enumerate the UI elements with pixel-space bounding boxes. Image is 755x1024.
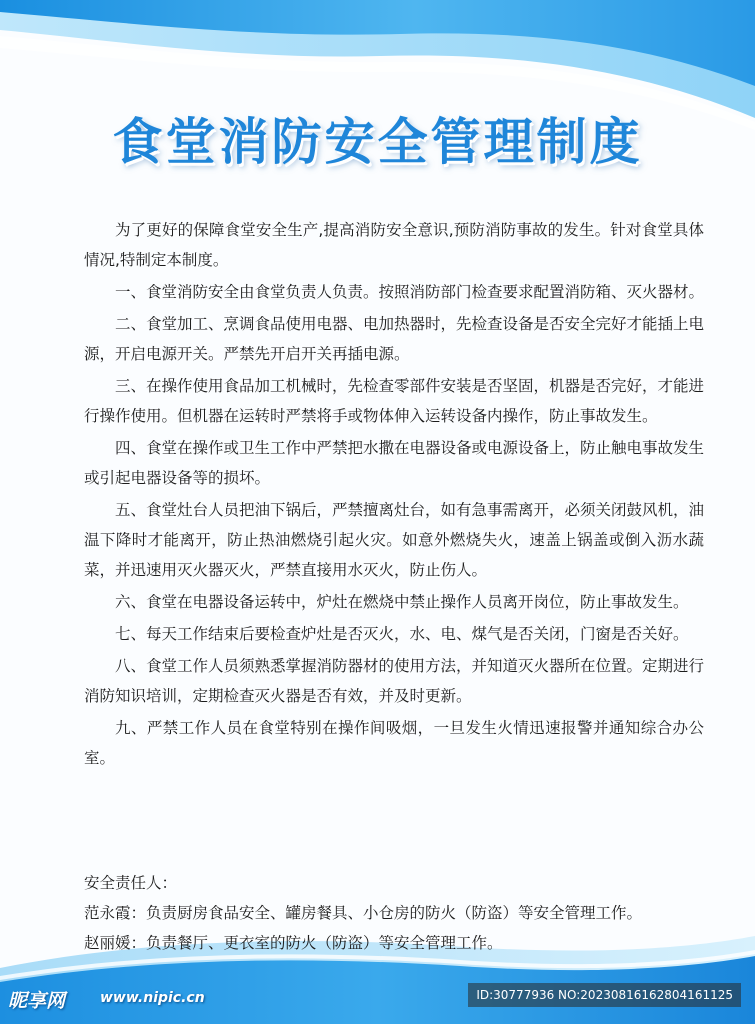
intro-paragraph: 为了更好的保障食堂安全生产,提高消防安全意识,预防消防事故的发生。针对食堂具体情况,特制定本制度。 [84, 221, 704, 269]
rule-5: 五、食堂灶台人员把油下锅后，严禁擅离灶台，如有急事需离开，必须关闭鼓风机，油温下降时才能离开，防止热油燃烧引起火灾。如意外燃烧失火，速盖上锅盖或倒入沥水蔬菜，并迅速用灭火器灭火，严禁直接用水灭火，防止伤人。 [84, 501, 705, 579]
rule-1: 一、食堂消防安全由食堂负责人负责。按照消防部门检查要求配置消防箱、灭火器材。 [115, 283, 705, 301]
poster-title: 食堂消防安全管理制度 [112, 113, 643, 171]
responsibility-line-2: 赵丽媛：负责餐厅、更衣室的防火（防盗）等安全管理工作。 [84, 934, 503, 952]
watermark-id: ID:30777936 NO:20230816162804161125 [468, 983, 741, 1007]
rule-8: 八、食堂工作人员须熟悉掌握消防器材的使用方法，并知道灭火器所在位置。定期进行消防知识培训，定期检查灭火器是否有效，并及时更新。 [84, 657, 705, 705]
rule-4: 四、食堂在操作或卫生工作中严禁把水撒在电器设备或电源设备上，防止触电事故发生或引起电器设备等的损坏。 [84, 439, 705, 487]
rule-2: 二、食堂加工、烹调食品使用电器、电加热器时，先检查设备是否安全完好才能插上电源，开启电源开关。严禁先开启开关再插电源。 [84, 315, 705, 363]
responsibility-line-1: 范永霞：负责厨房食品安全、罐房餐具、小仓房的防火（防盗）等安全管理工作。 [84, 904, 643, 922]
watermark-url: www.nipic.cn [100, 990, 205, 1006]
rule-3: 三、在操作使用食品加工机械时，先检查零部件安装是否坚固，机器是否完好，才能进行操作使用。但机器在运转时严禁将手或物体伸入运转设备内操作，防止事故发生。 [84, 377, 705, 425]
rule-9: 九、严禁工作人员在食堂特别在操作间吸烟，一旦发生火情迅速报警并通知综合办公室。 [84, 719, 704, 767]
rule-6: 六、食堂在电器设备运转中，炉灶在燃烧中禁止操作人员离开岗位，防止事故发生。 [115, 593, 689, 611]
rule-7: 七、每天工作结束后要检查炉灶是否灭火，水、电、煤气是否关闭，门窗是否关好。 [115, 625, 689, 643]
watermark-logo: 昵享网 [8, 990, 66, 1012]
responsibility-section [84, 868, 724, 958]
regulation-body [84, 215, 704, 775]
responsibility-heading: 安全责任人： [84, 874, 178, 892]
